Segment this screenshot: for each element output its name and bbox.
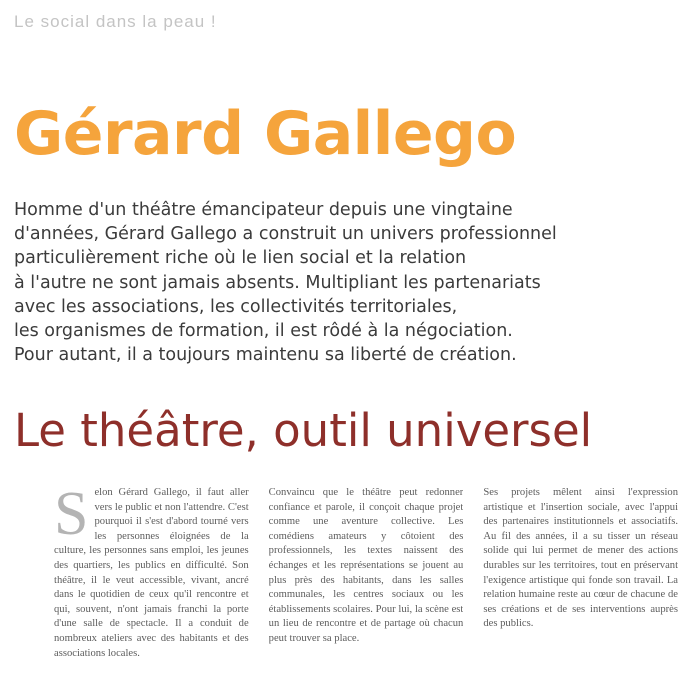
intro-line: Homme d'un théâtre émancipateur depuis une vingtaine bbox=[14, 200, 513, 220]
article-body bbox=[54, 486, 678, 700]
intro-paragraph bbox=[14, 198, 694, 367]
body-text: Convaincu que le théâtre peut redonner confiance et parole, il conçoit chaque projet comme une aventure collective. Les comédiens amateurs y côtoient des professionnels, les textes naissent des échanges et les représentations se jouent au plus près des habitants, dans les salles communales, les centres sociaux ou les établissements scolaires. Pour lui, la scène est un lieu de rencontre et de partage où chacun peut trouver sa place. bbox=[268, 487, 464, 644]
body-column-2 bbox=[269, 486, 464, 700]
intro-line: les organismes de formation, il est rôdé à la négociation. bbox=[14, 321, 513, 342]
body-text: elon Gérard Gallego, il faut aller vers le public et non l'attendre. C'est pourquoi il s'est d'abord tourné vers les personnes éloignées de la culture, les personnes sans emploi, les jeunes des quartiers, les publics en difficulté. Son théâtre, il le veut accessible, vivant, ancré dans le quotidien de ceux qu'il rencontre et qui, souvent, n'ont jamais franchi la porte d'une salle de spectacle. Il a conduit de nombreux ateliers avec des habitants et des associations locales. bbox=[54, 487, 249, 659]
intro-line: avec les associations, les collectivités territoriales, bbox=[14, 296, 458, 317]
intro-line: à l'autre ne sont jamais absents. Multipliant les partenariats bbox=[14, 272, 541, 293]
intro-line: Pour autant, il a toujours maintenu sa liberté de création. bbox=[14, 345, 517, 366]
body-column-3 bbox=[483, 486, 678, 700]
section-heading: Le théâtre, outil universel bbox=[14, 404, 593, 457]
article-title: Gérard Gallego bbox=[14, 99, 517, 169]
body-column-1 bbox=[54, 486, 249, 700]
drop-cap: S bbox=[54, 486, 89, 548]
intro-line: d'années, Gérard Gallego a construit un univers professionnel bbox=[14, 224, 557, 245]
kicker: Le social dans la peau ! bbox=[14, 12, 217, 31]
intro-line: particulièrement riche où le lien social et la relation bbox=[14, 248, 467, 269]
body-text: Ses projets mêlent ainsi l'expression artistique et l'insertion sociale, avec l'appui des partenaires institutionnels et associatifs. Au fil des années, il a su tisser un réseau solide qui lui permet de mener des actions durables sur les territoires, tout en préservant l'exigence artistique qui fonde son travail. La relation humaine reste au cœur de chacune de ses créations et de ses interventions auprès des publics. bbox=[483, 487, 678, 630]
